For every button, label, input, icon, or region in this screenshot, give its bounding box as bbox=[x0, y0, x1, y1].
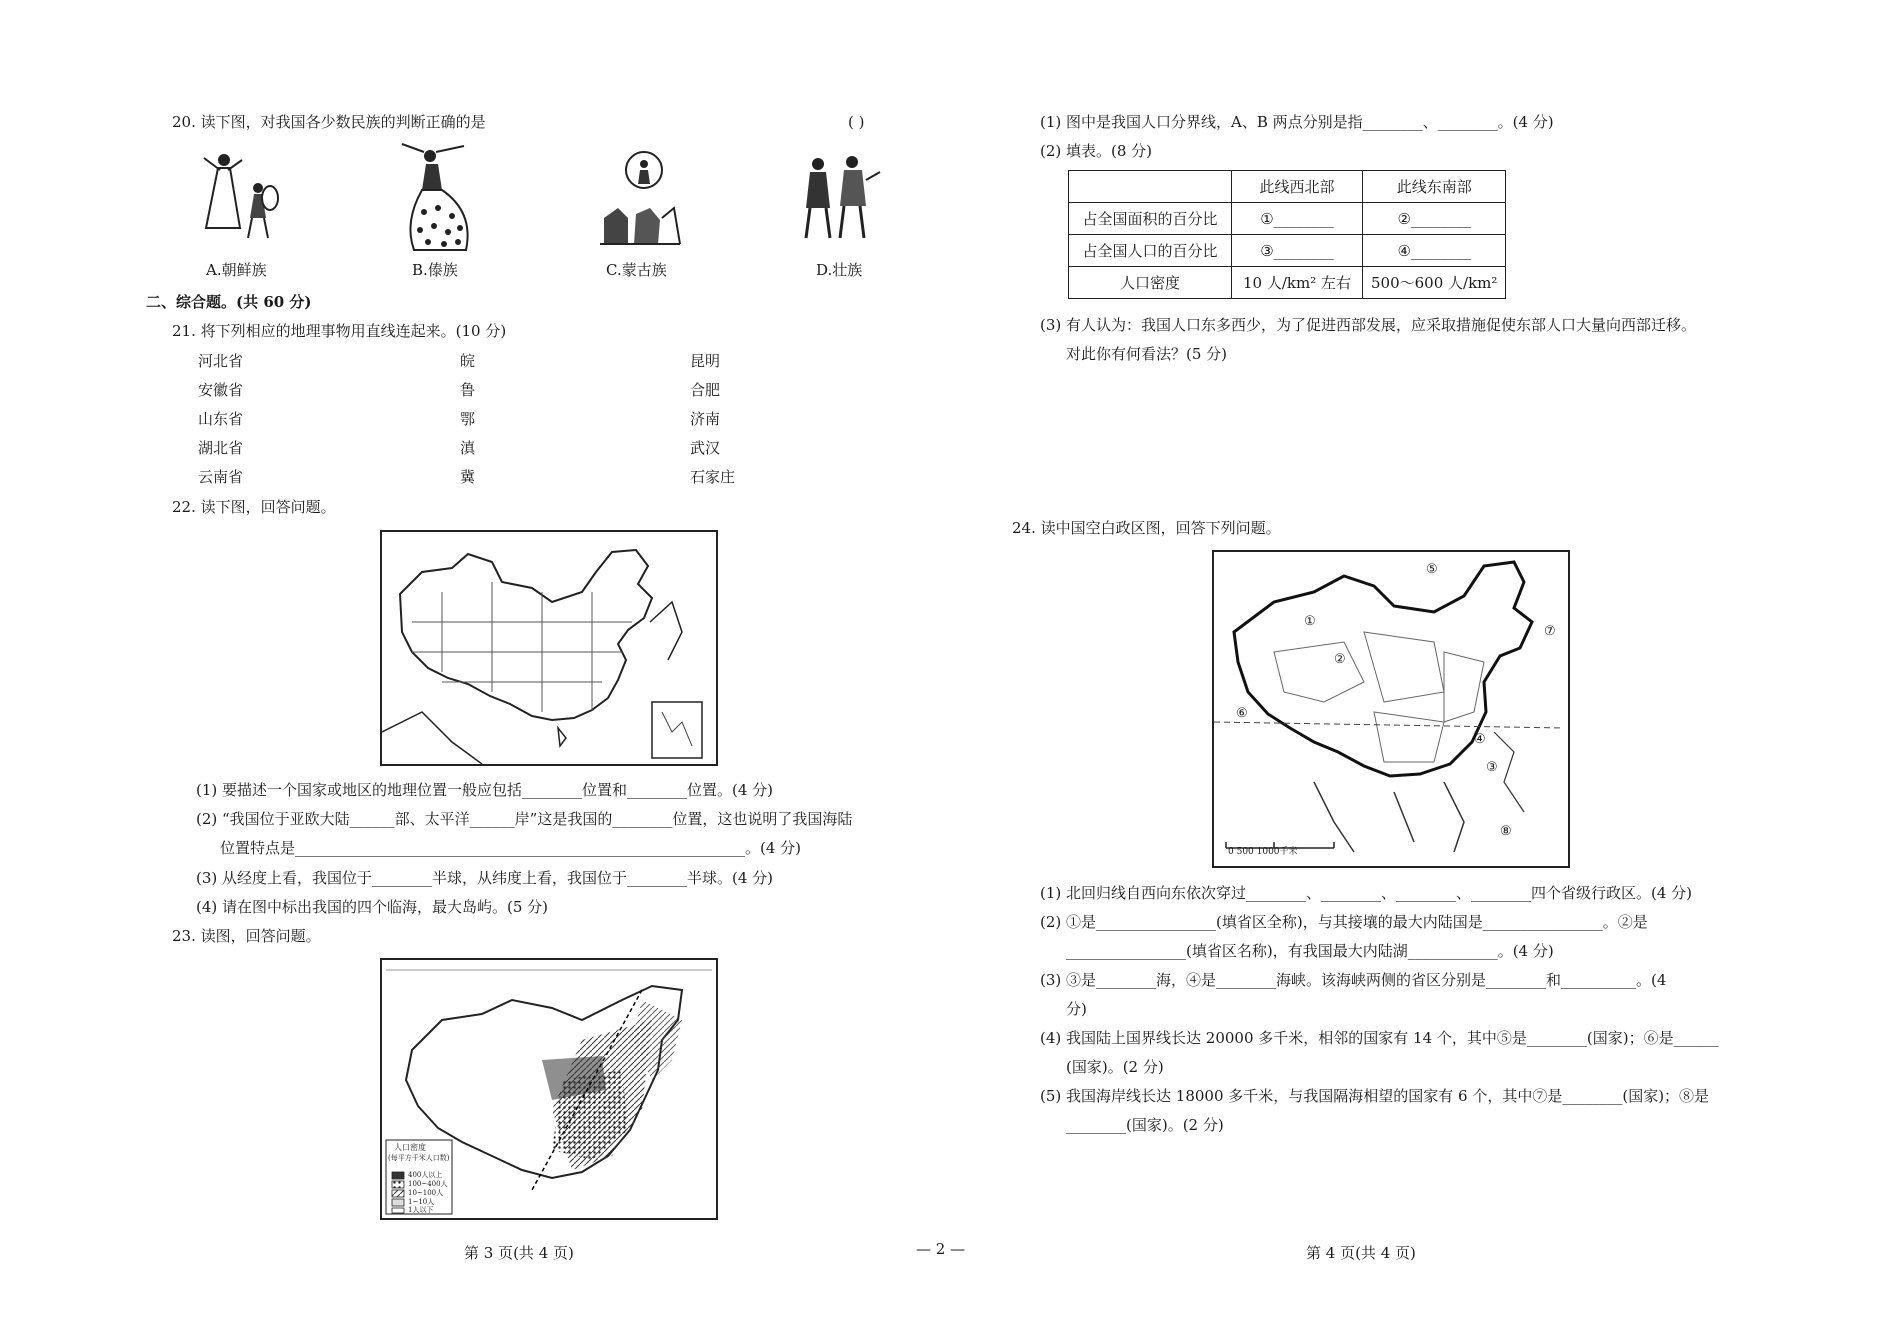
q21-capital[interactable]: 昆明 bbox=[690, 352, 721, 370]
table-header: 此线西北部 bbox=[1232, 171, 1363, 203]
korean-dancers-illustration bbox=[196, 148, 286, 243]
population-line-table bbox=[1068, 170, 1506, 299]
table-row bbox=[1069, 235, 1506, 267]
q24-blank-political-map[interactable] bbox=[1212, 550, 1570, 868]
table-cell-blank[interactable]: ①________ bbox=[1232, 203, 1363, 235]
map-marker-8[interactable]: ⑧ bbox=[1500, 824, 1512, 839]
map-scale-label: 0 500 1000千米 bbox=[1228, 847, 1298, 857]
legend-item: 100~400人 bbox=[408, 1180, 448, 1188]
q23-population-density-map[interactable] bbox=[380, 958, 718, 1220]
q22-china-map[interactable] bbox=[380, 530, 718, 766]
q21-stem: 21. 将下列相应的地理事物用直线连起来。(10 分) bbox=[172, 322, 507, 340]
q23-sub1[interactable]: (1) 图中是我国人口分界线，A、B 两点分别是指________、________。(4 分) bbox=[1040, 113, 1554, 131]
q21-capital[interactable]: 石家庄 bbox=[690, 468, 736, 486]
q20-option-c[interactable]: C.蒙古族 bbox=[606, 261, 667, 279]
q21-abbr[interactable]: 滇 bbox=[460, 439, 476, 457]
q21-province[interactable]: 云南省 bbox=[198, 468, 244, 486]
q23-sub3a: (3) 有人认为：我国人口东多西少，为了促进西部发展，应采取措施促使东部人口大量向西部迁移。 bbox=[1040, 316, 1697, 334]
q24-sub1[interactable]: (1) 北回归线自西向东依次穿过________、________、________、________四个省级行政区。(4 分) bbox=[1040, 884, 1693, 902]
legend-item: 10~100人 bbox=[408, 1189, 444, 1197]
q24-sub2a[interactable]: (2) ①是________________(填省区全称)，与其接壤的最大内陆国是________________。②是 bbox=[1040, 913, 1648, 931]
q21-abbr[interactable]: 鲁 bbox=[460, 381, 476, 399]
q21-province[interactable]: 山东省 bbox=[198, 410, 244, 428]
q21-abbr[interactable]: 鄂 bbox=[460, 410, 476, 428]
q20-stem: 20. 读下图，对我国各少数民族的判断正确的是 bbox=[172, 113, 486, 131]
q22-sub2b[interactable]: 位置特点是____________________________________________________________。(4 分) bbox=[220, 839, 802, 857]
q24-sub2b[interactable]: ________________(填省区名称)，有我国最大内陆湖____________。(4 分) bbox=[1066, 942, 1554, 960]
legend-item: 1~10人 bbox=[408, 1198, 435, 1206]
q22-sub1[interactable]: (1) 要描述一个国家或地区的地理位置一般应包括________位置和________位置。(4 分) bbox=[196, 781, 774, 799]
mongolian-riders-illustration bbox=[594, 148, 684, 248]
q24-sub5a[interactable]: (5) 我国海岸线长达 18000 多千米，与我国隔海相望的国家有 6 个，其中⑦是________(国家)；⑧是 bbox=[1040, 1087, 1710, 1105]
q24-sub4a[interactable]: (4) 我国陆上国界线长达 20000 多千米，相邻的国家有 14 个，其中⑤是________(国家)；⑥是______ bbox=[1040, 1029, 1719, 1047]
map-marker-1[interactable]: ① bbox=[1304, 614, 1316, 629]
map-marker-4[interactable]: ④ bbox=[1474, 732, 1486, 747]
section-2-heading: 二、综合题。(共 60 分) bbox=[146, 293, 312, 311]
table-header: 此线东南部 bbox=[1363, 171, 1506, 203]
map-marker-6[interactable]: ⑥ bbox=[1236, 706, 1248, 721]
q24-sub3b: 分) bbox=[1066, 1000, 1087, 1018]
q21-abbr[interactable]: 皖 bbox=[460, 352, 476, 370]
q20-option-d[interactable]: D.壮族 bbox=[816, 261, 863, 279]
table-cell: 人口密度 bbox=[1069, 267, 1232, 299]
table-cell: 占全国人口的百分比 bbox=[1069, 235, 1232, 267]
q20-option-b[interactable]: B.傣族 bbox=[412, 261, 458, 279]
table-row bbox=[1069, 171, 1506, 203]
q23-sub2: (2) 填表。(8 分) bbox=[1040, 142, 1153, 160]
table-cell-blank[interactable]: ③________ bbox=[1232, 235, 1363, 267]
table-header bbox=[1069, 171, 1232, 203]
table-cell: 10 人/km² 左右 bbox=[1232, 267, 1363, 299]
q22-sub4: (4) 请在图中标出我国的四个临海，最大岛屿。(5 分) bbox=[196, 898, 549, 916]
q24-sub3a[interactable]: (3) ③是________海，④是________海峡。该海峡两侧的省区分别是________和__________。(4 bbox=[1040, 971, 1667, 989]
legend-item: 400人以上 bbox=[408, 1171, 443, 1179]
q21-capital[interactable]: 济南 bbox=[690, 410, 721, 428]
map-marker-5[interactable]: ⑤ bbox=[1426, 562, 1438, 577]
q21-province[interactable]: 河北省 bbox=[198, 352, 244, 370]
table-cell-blank[interactable]: ④________ bbox=[1363, 235, 1506, 267]
table-cell-blank[interactable]: ②________ bbox=[1363, 203, 1506, 235]
q21-capital[interactable]: 合肥 bbox=[690, 381, 721, 399]
table-row bbox=[1069, 267, 1506, 299]
q23-sub3b: 对此你有何看法？(5 分) bbox=[1066, 345, 1228, 363]
right-page-footer: 第 4 页(共 4 页) bbox=[1306, 1244, 1416, 1262]
center-page-number: — 2 — bbox=[916, 1240, 966, 1258]
left-page-footer: 第 3 页(共 4 页) bbox=[464, 1244, 574, 1262]
map-marker-3[interactable]: ③ bbox=[1486, 760, 1498, 775]
q22-sub3[interactable]: (3) 从经度上看，我国位于________半球，从纬度上看，我国位于________半球。(4 分) bbox=[196, 869, 774, 887]
q20-option-a[interactable]: A.朝鲜族 bbox=[206, 261, 267, 279]
table-row bbox=[1069, 203, 1506, 235]
china-outline-map bbox=[382, 532, 716, 764]
q24-sub4b: (国家)。(2 分) bbox=[1066, 1058, 1164, 1076]
legend-title: 人口密度 bbox=[394, 1143, 426, 1152]
q21-capital[interactable]: 武汉 bbox=[690, 439, 721, 457]
q24-sub5b[interactable]: ________(国家)。(2 分) bbox=[1066, 1116, 1224, 1134]
q20-answer-bracket[interactable]: ( ) bbox=[848, 113, 865, 131]
legend-item: 1人以下 bbox=[408, 1206, 434, 1214]
map-marker-7[interactable]: ⑦ bbox=[1544, 624, 1556, 639]
zhuang-figures-illustration bbox=[794, 152, 884, 242]
q21-abbr[interactable]: 冀 bbox=[460, 468, 476, 486]
table-cell: 占全国面积的百分比 bbox=[1069, 203, 1232, 235]
table-cell: 500～600 人/km² bbox=[1363, 267, 1506, 299]
legend-subtitle: (每平方千米人口数) bbox=[388, 1154, 450, 1162]
q22-sub2a[interactable]: (2) “我国位于亚欧大陆______部、太平洋______岸”这是我国的________位置，这也说明了我国海陆 bbox=[196, 810, 853, 828]
dai-dancer-illustration bbox=[394, 142, 484, 257]
q21-province[interactable]: 安徽省 bbox=[198, 381, 244, 399]
blank-political-map bbox=[1214, 552, 1568, 866]
q22-stem: 22. 读下图，回答问题。 bbox=[172, 498, 336, 516]
q21-province[interactable]: 湖北省 bbox=[198, 439, 244, 457]
map-marker-2[interactable]: ② bbox=[1334, 652, 1346, 667]
q24-stem: 24. 读中国空白政区图，回答下列问题。 bbox=[1012, 519, 1281, 537]
q23-stem: 23. 读图，回答问题。 bbox=[172, 927, 321, 945]
